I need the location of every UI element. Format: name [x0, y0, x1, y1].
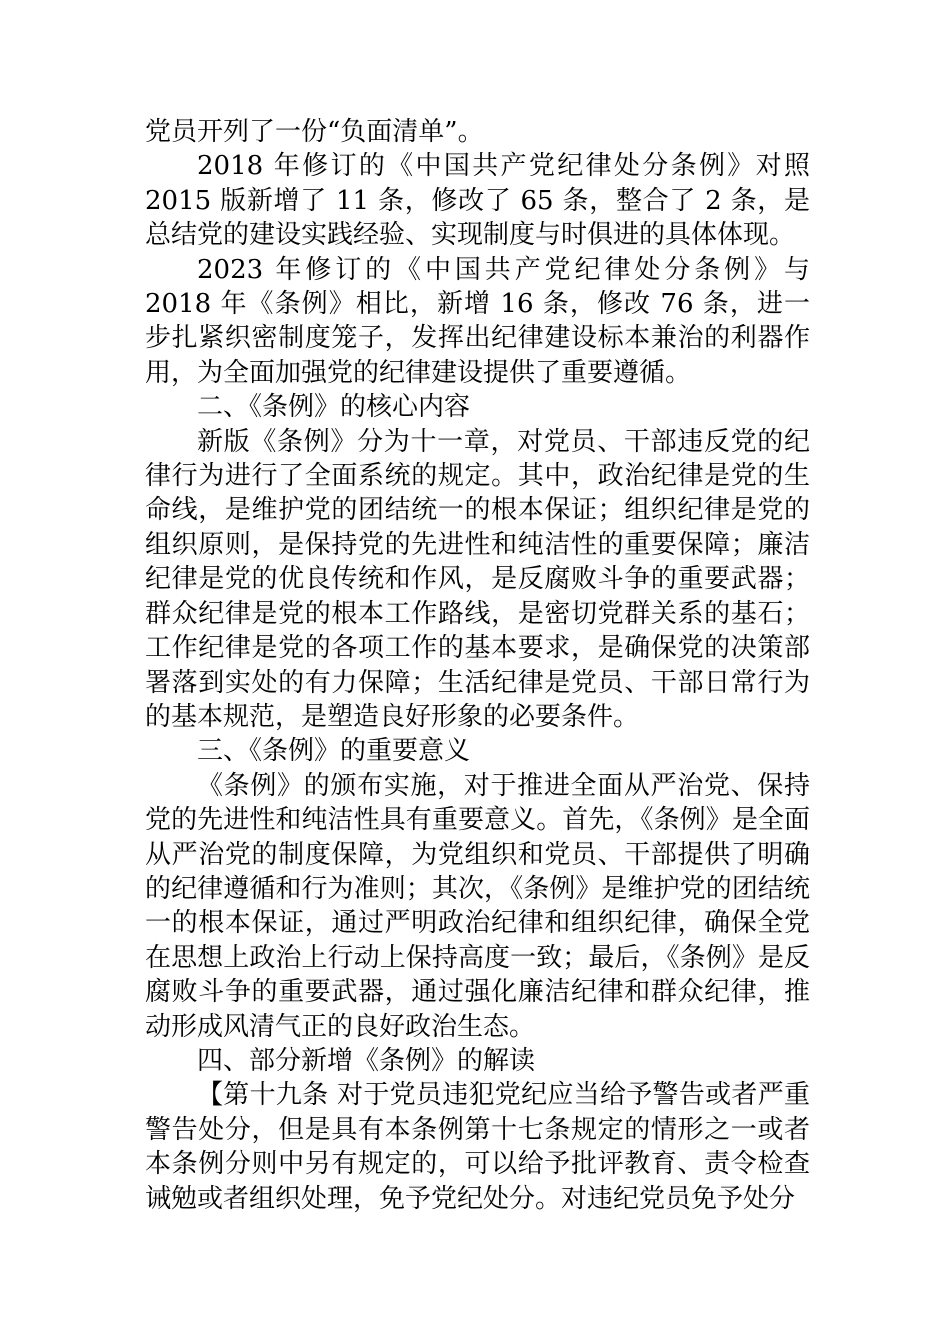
paragraph-2018-revision: 2018 年修订的《中国共产党纪律处分条例》对照 2015 版新增了 11 条，修改了 65 条，整合了 2 条，是总结党的建设实践经验、实现制度与时俱进的具体体现。: [145, 151, 810, 251]
paragraph-core-content: 新版《条例》分为十一章，对党员、干部违反党的纪律行为进行了全面系统的规定。其中，政治纪律是党的生命线，是维护党的团结统一的根本保证；组织纪律是党的组织原则，是保持党的先进性和纯洁性的重要保障；廉洁纪律是党的优良传统和作风，是反腐败斗争的重要武器；群众纪律是党的根本工作路线，是密切党群关系的基石；工作纪律是党的各项工作的基本要求，是确保党的决策部署落到实处的有力保障；生活纪律是党员、干部日常行为的基本规范，是塑造良好形象的必要条件。: [145, 426, 810, 732]
paragraph-negative-list: 党员开列了一份“负面清单”。: [145, 117, 484, 147]
section-heading-interpretation: 四、部分新增《条例》的解读: [197, 1045, 536, 1076]
paragraph-article-19: 【第十九条 对于党员违犯党纪应当给予警告或者严重警告处分，但是具有本条例第十七条规定的情形之一或者本条例分则中另有规定的，可以给予批评教育、责令检查诫勉或者组织处理，免予党纪处分。对违纪党员免予处分: [145, 1080, 810, 1214]
section-heading-significance: 三、《条例》的重要意义: [197, 736, 471, 767]
document-page: [145, 115, 810, 1216]
section-heading-core-content: 二、《条例》的核心内容: [197, 392, 471, 423]
paragraph-significance: 《条例》的颁布实施，对于推进全面从严治党、保持党的先进性和纯洁性具有重要意义。首先，《条例》是全面从严治党的制度保障，为党组织和党员、干部提供了明确的纪律遵循和行为准则；其次，《条例》是维护党的团结统一的根本保证，通过严明政治纪律和组织纪律，确保全党在思想上政治上行动上保持高度一致；最后，《条例》是反腐败斗争的重要武器，通过强化廉洁纪律和群众纪律，推动形成风清气正的良好政治生态。: [145, 770, 810, 1042]
paragraph-2023-revision: 2023 年修订的《中国共产党纪律处分条例》与 2018 年《条例》相比，新增 16 条，修改 76 条，进一步扎紧织密制度笼子，发挥出纪律建设标本兼治的利器作用，为全面加强党的纪律建设提供了重要遵循。: [145, 254, 810, 388]
